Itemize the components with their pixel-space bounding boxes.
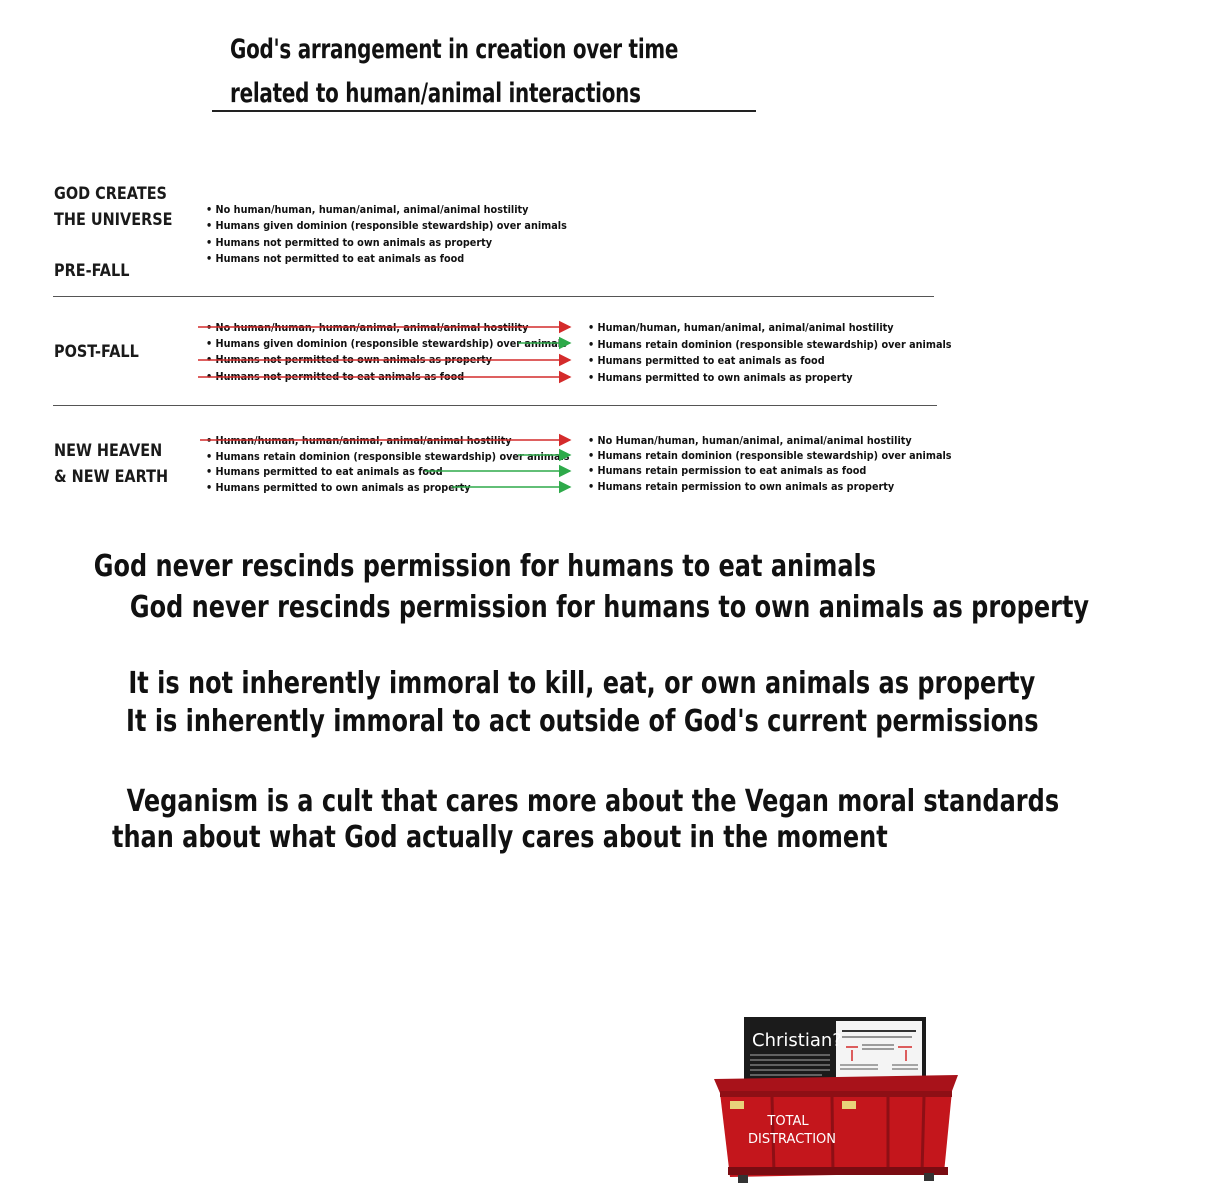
statement-2: God never rescinds permission for humans to own animals as property <box>129 590 1090 625</box>
newheaven-left-item: • Humans retain dominion (responsible stewardship) over animals <box>206 450 570 463</box>
newheaven-right-item: • Humans retain permission to eat animals as food <box>588 464 867 477</box>
statement-4: It is inherently immoral to act outside of God's current permissions <box>126 704 1039 739</box>
prefall-sublabel: PRE-FALL <box>54 261 130 281</box>
prefall-item: • Humans not permitted to eat animals as food <box>206 252 465 265</box>
sign-title: Christian? <box>752 1030 842 1051</box>
newheaven-left-item: • Humans permitted to eat animals as food <box>206 465 443 478</box>
statement-5: Veganism is a cult that cares more about the Vegan moral standards <box>126 784 1060 819</box>
statement-6: than about what God actually cares about in the moment <box>111 820 888 855</box>
dumpster-illustration <box>712 1017 960 1189</box>
dumpster-label-line-2: DISTRACTION <box>747 1132 837 1147</box>
newheaven-label-line-1: NEW HEAVEN <box>54 441 163 461</box>
prefall-item: • No human/human, human/animal, animal/animal hostility <box>206 203 529 216</box>
postfall-right-item: • Humans retain dominion (responsible stewardship) over animals <box>588 338 952 351</box>
statement-3: It is not inherently immoral to kill, eat, or own animals as property <box>128 666 1036 701</box>
postfall-right-item: • Humans permitted to eat animals as food <box>588 354 825 367</box>
prefall-item: • Humans not permitted to own animals as property <box>206 236 493 249</box>
prefall-item: • Humans given dominion (responsible stewardship) over animals <box>206 219 567 232</box>
postfall-right-item: • Human/human, human/animal, animal/animal hostility <box>588 321 894 334</box>
statement-1: God never rescinds permission for humans to eat animals <box>93 549 876 584</box>
title-line-2: related to human/animal interactions <box>230 78 641 109</box>
postfall-left-item: • Humans not permitted to eat animals as food <box>206 370 465 383</box>
postfall-left-item: • Humans given dominion (responsible stewardship) over animals <box>206 337 567 350</box>
postfall-left-item: • No human/human, human/animal, animal/animal hostility <box>206 321 529 334</box>
postfall-label: POST-FALL <box>54 342 139 362</box>
transition-arrows <box>0 0 993 520</box>
newheaven-right-item: • No Human/human, human/animal, animal/animal hostility <box>588 434 912 447</box>
newheaven-right-item: • Humans retain dominion (responsible stewardship) over animals <box>588 449 952 462</box>
newheaven-label-line-2: & NEW EARTH <box>54 467 169 487</box>
postfall-left-item: • Humans not permitted to own animals as property <box>206 353 493 366</box>
prefall-label-line-2: THE UNIVERSE <box>54 210 173 230</box>
prefall-label-line-1: GOD CREATES <box>54 184 167 204</box>
dumpster-body <box>714 1075 958 1183</box>
postfall-right-item: • Humans permitted to own animals as property <box>588 371 853 384</box>
dumpster-label-line-1: TOTAL <box>767 1114 809 1129</box>
newheaven-left-item: • Human/human, human/animal, animal/animal hostility <box>206 434 512 447</box>
newheaven-left-item: • Humans permitted to own animals as property <box>206 481 471 494</box>
title-line-1: God's arrangement in creation over time <box>230 34 679 65</box>
newheaven-right-item: • Humans retain permission to own animals as property <box>588 480 895 493</box>
